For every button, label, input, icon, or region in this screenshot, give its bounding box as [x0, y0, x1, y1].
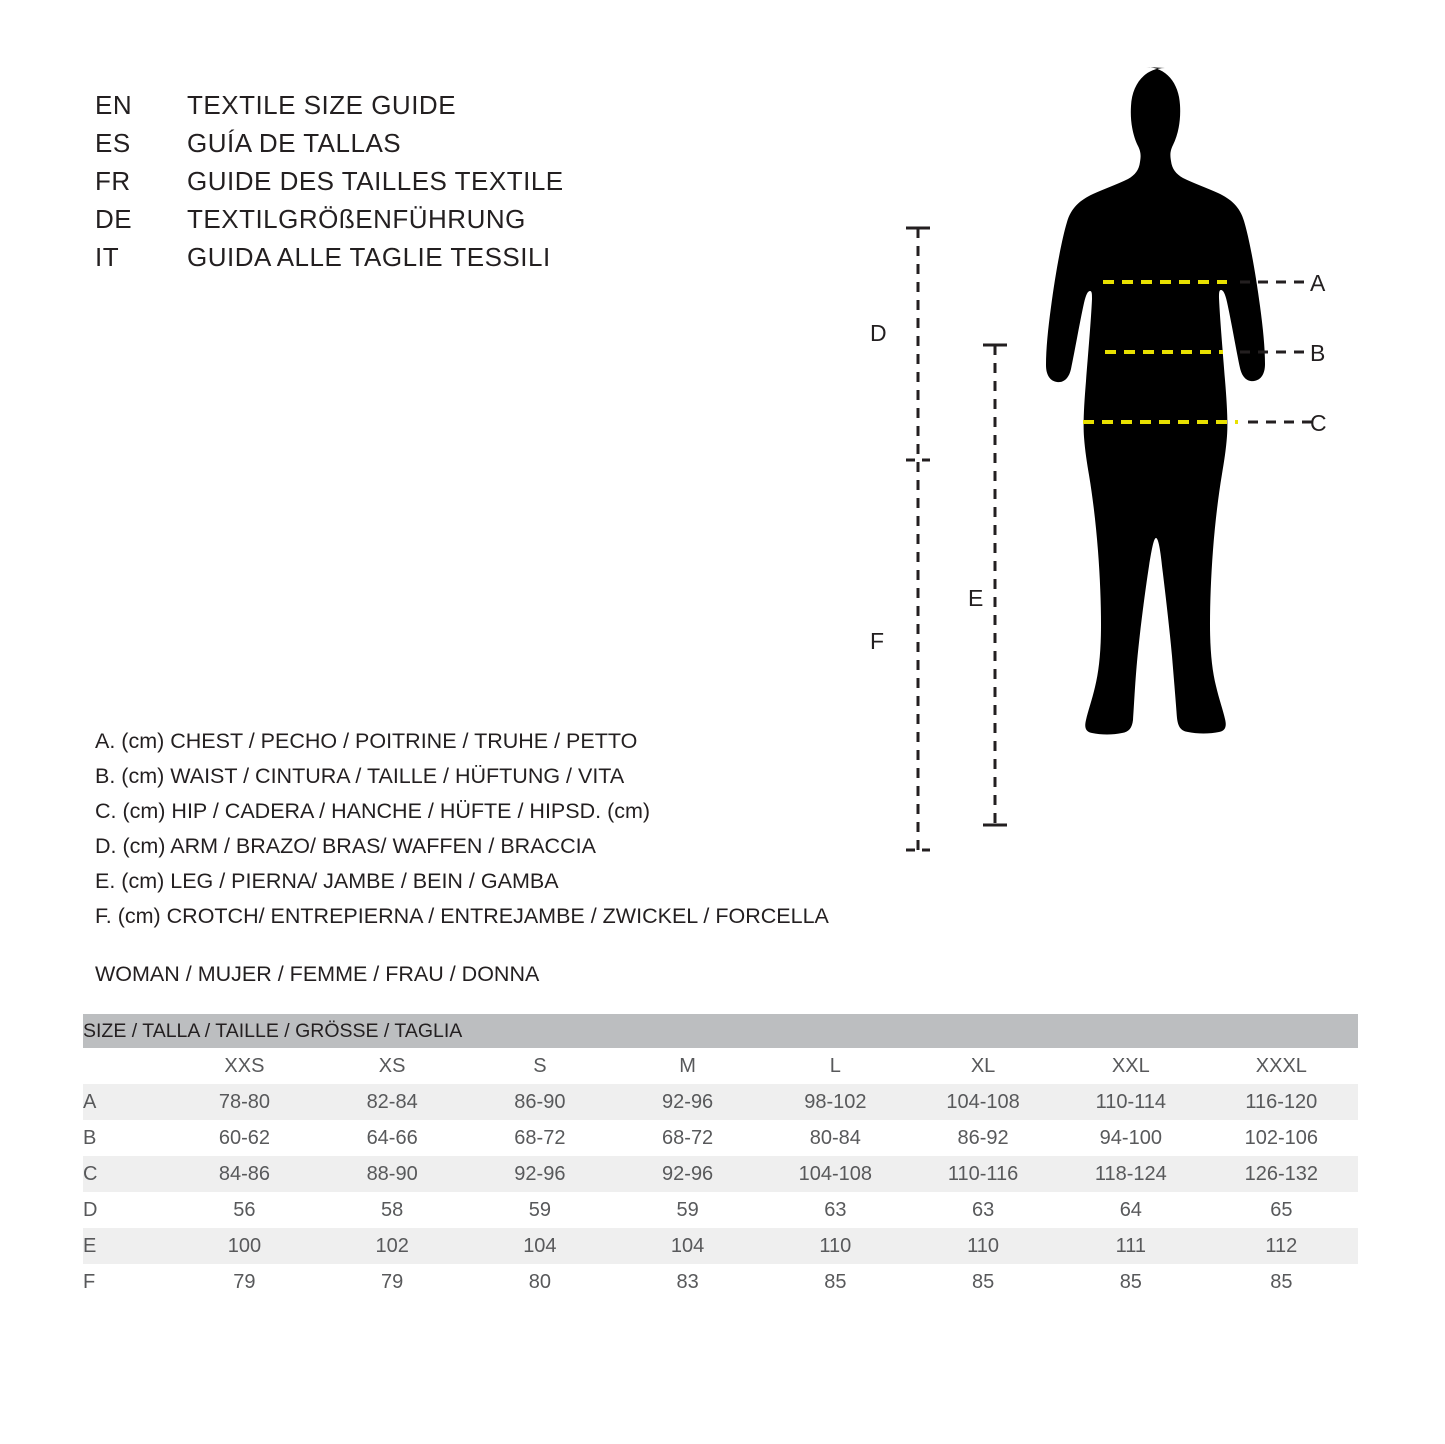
title-text-fr: GUIDE DES TAILLES TEXTILE	[187, 166, 564, 196]
marker-label-d: D	[870, 320, 887, 346]
legend-row-c: C. (cm) HIP / CADERA / HANCHE / HÜFTE / HIPSD. (cm)	[95, 799, 651, 823]
cell-d-xxxl: 65	[1205, 1192, 1358, 1228]
cell-e-xxl: 111	[1057, 1228, 1205, 1264]
table-size-row	[83, 1048, 1358, 1084]
cell-e-xxxl: 112	[1205, 1228, 1358, 1264]
cell-e-s: 104	[466, 1228, 614, 1264]
cell-a-xl: 104-108	[909, 1084, 1057, 1120]
row-label-b: B	[83, 1120, 171, 1156]
legend-block	[95, 724, 895, 934]
cell-d-l: 63	[761, 1192, 909, 1228]
cell-f-xxs: 79	[171, 1264, 319, 1300]
cell-f-xxl: 85	[1057, 1264, 1205, 1300]
marker-label-b: B	[1310, 340, 1326, 366]
cell-e-l: 110	[761, 1228, 909, 1264]
cell-c-s: 92-96	[466, 1156, 614, 1192]
size-col-xxl: XXL	[1057, 1048, 1205, 1084]
cell-c-xxxl: 126-132	[1205, 1156, 1358, 1192]
cell-c-xxs: 84-86	[171, 1156, 319, 1192]
cell-c-xs: 88-90	[318, 1156, 466, 1192]
legend-row-d: D. (cm) ARM / BRAZO/ BRAS/ WAFFEN / BRACCIA	[95, 834, 596, 858]
cell-e-m: 104	[614, 1228, 762, 1264]
row-label-e: E	[83, 1228, 171, 1264]
cell-f-xl: 85	[909, 1264, 1057, 1300]
size-col-s: S	[466, 1048, 614, 1084]
title-lang-es: ES	[95, 128, 131, 158]
cell-d-s: 59	[466, 1192, 614, 1228]
cell-a-xxs: 78-80	[171, 1084, 319, 1120]
cell-e-xs: 102	[318, 1228, 466, 1264]
size-col-xs: XS	[318, 1048, 466, 1084]
cell-b-xl: 86-92	[909, 1120, 1057, 1156]
cell-b-xxs: 60-62	[171, 1120, 319, 1156]
cell-d-xs: 58	[318, 1192, 466, 1228]
table-row	[83, 1228, 1358, 1264]
title-text-it: GUIDA ALLE TAGLIE TESSILI	[187, 242, 551, 272]
size-col-xxs: XXS	[171, 1048, 319, 1084]
title-lang-fr: FR	[95, 166, 131, 196]
title-lang-it: IT	[95, 242, 120, 272]
table-row	[83, 1264, 1358, 1300]
cell-f-xxxl: 85	[1205, 1264, 1358, 1300]
cell-d-m: 59	[614, 1192, 762, 1228]
title-row-fr	[95, 166, 715, 204]
row-label-c: C	[83, 1156, 171, 1192]
title-row-es	[95, 128, 715, 166]
category-label: WOMAN / MUJER / FEMME / FRAU / DONNA	[95, 962, 540, 986]
cell-c-l: 104-108	[761, 1156, 909, 1192]
table-header-row	[83, 1014, 1358, 1048]
row-label-a: A	[83, 1084, 171, 1120]
row-label-f: F	[83, 1264, 171, 1300]
cell-c-m: 92-96	[614, 1156, 762, 1192]
title-block	[95, 90, 715, 280]
title-row-it	[95, 242, 715, 280]
cell-b-xxxl: 102-106	[1205, 1120, 1358, 1156]
size-col-m: M	[614, 1048, 762, 1084]
title-text-en: TEXTILE SIZE GUIDE	[187, 90, 457, 120]
cell-f-m: 83	[614, 1264, 762, 1300]
cell-a-xs: 82-84	[318, 1084, 466, 1120]
title-text-es: GUÍA DE TALLAS	[187, 128, 402, 158]
cell-b-xs: 64-66	[318, 1120, 466, 1156]
row-label-d: D	[83, 1192, 171, 1228]
cell-b-s: 68-72	[466, 1120, 614, 1156]
size-table	[83, 1014, 1358, 1300]
cell-b-xxl: 94-100	[1057, 1120, 1205, 1156]
measurement-diagram	[820, 50, 1380, 900]
cell-b-m: 68-72	[614, 1120, 762, 1156]
cell-a-xxl: 110-114	[1057, 1084, 1205, 1120]
marker-label-c: C	[1310, 410, 1327, 436]
cell-c-xxl: 118-124	[1057, 1156, 1205, 1192]
marker-label-f: F	[870, 628, 885, 654]
title-lang-en: EN	[95, 90, 133, 120]
cell-a-l: 98-102	[761, 1084, 909, 1120]
title-lang-de: DE	[95, 204, 133, 234]
body-silhouette-svg	[820, 50, 1380, 900]
cell-e-xl: 110	[909, 1228, 1057, 1264]
size-row-corner	[83, 1048, 171, 1084]
table-row	[83, 1120, 1358, 1156]
size-col-xl: XL	[909, 1048, 1057, 1084]
legend-row-b: B. (cm) WAIST / CINTURA / TAILLE / HÜFTUNG / VITA	[95, 764, 625, 788]
title-row-en	[95, 90, 715, 128]
title-row-de	[95, 204, 715, 242]
legend-row-f: F. (cm) CROTCH/ ENTREPIERNA / ENTREJAMBE / ZWICKEL / FORCELLA	[95, 904, 829, 928]
cell-d-xl: 63	[909, 1192, 1057, 1228]
cell-b-l: 80-84	[761, 1120, 909, 1156]
cell-d-xxl: 64	[1057, 1192, 1205, 1228]
size-col-l: L	[761, 1048, 909, 1084]
table-row	[83, 1192, 1358, 1228]
cell-a-s: 86-90	[466, 1084, 614, 1120]
cell-a-xxxl: 116-120	[1205, 1084, 1358, 1120]
cell-c-xl: 110-116	[909, 1156, 1057, 1192]
woman-silhouette-icon	[1046, 67, 1265, 735]
cell-f-s: 80	[466, 1264, 614, 1300]
table-row	[83, 1156, 1358, 1192]
marker-label-e: E	[968, 585, 984, 611]
title-text-de: TEXTILGRÖßENFÜHRUNG	[187, 204, 526, 234]
cell-a-m: 92-96	[614, 1084, 762, 1120]
table-header-label: SIZE / TALLA / TAILLE / GRÖSSE / TAGLIA	[83, 1014, 1358, 1048]
cell-d-xxs: 56	[171, 1192, 319, 1228]
table-row	[83, 1084, 1358, 1120]
legend-row-e: E. (cm) LEG / PIERNA/ JAMBE / BEIN / GAMBA	[95, 869, 559, 893]
legend-row-a: A. (cm) CHEST / PECHO / POITRINE / TRUHE / PETTO	[95, 729, 638, 753]
marker-label-a: A	[1310, 270, 1326, 296]
size-col-xxxl: XXXL	[1205, 1048, 1358, 1084]
cell-e-xxs: 100	[171, 1228, 319, 1264]
cell-f-xs: 79	[318, 1264, 466, 1300]
cell-f-l: 85	[761, 1264, 909, 1300]
